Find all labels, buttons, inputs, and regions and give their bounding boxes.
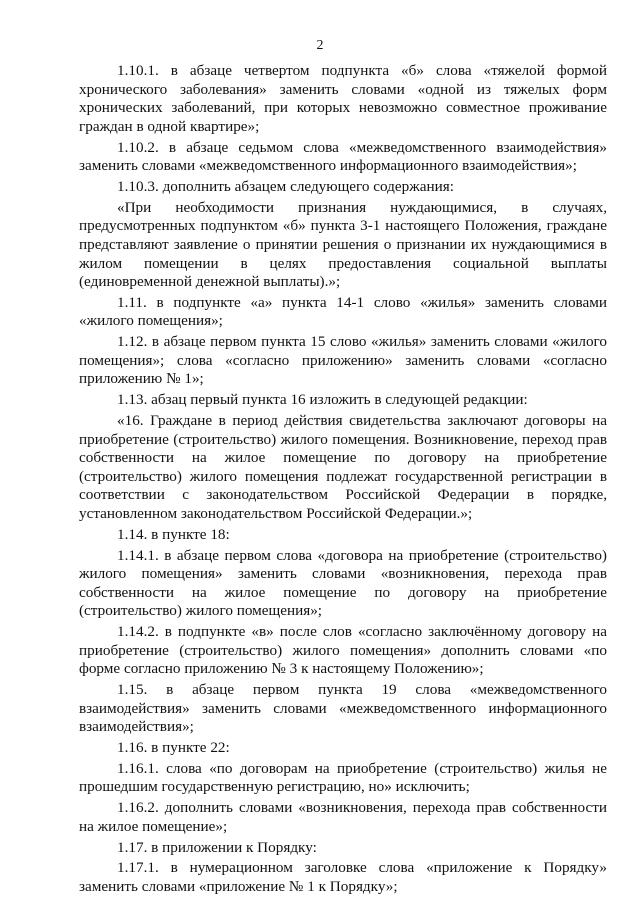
paragraph-1-11: 1.11. в подпункте «а» пункта 14-1 слово «жилья» заменить словами «жилого помещения»;	[79, 293, 607, 330]
paragraph-1-15: 1.15. в абзаце первом пункта 19 слова «межведомственного взаимодействия» заменить словами «межведомственного информационного взаимодействия»;	[79, 681, 607, 736]
paragraph-1-17-1: 1.17.1. в нумерационном заголовке слова «приложение к Порядку» заменить словами «приложение № 1 к Порядку»;	[79, 859, 607, 895]
paragraph-1-14-2: 1.14.2. в подпункте «в» после слов «согласно заключённому договору на приобретение (строительство) жилого помещения» дополнить словами «по форме согласно приложению № 3 к настоящему Положению»;	[79, 623, 607, 678]
paragraph-1-14: 1.14. в пункте 18:	[117, 525, 230, 543]
document-body	[79, 62, 607, 899]
quoted-paragraph-new-abzac: «При необходимости признания нуждающимися, в случаях, предусмотренных подпунктом «б» пункта 3-1 настоящего Положения, граждане представляют заявление о принятии решения о признании их нуждающимися в жилом помещении в целях предоставления социальной выплаты (единовременной денежной выплаты).»;	[79, 198, 607, 291]
paragraph-1-17: 1.17. в приложении к Порядку:	[117, 838, 317, 856]
page-number: 2	[316, 38, 324, 53]
paragraph-1-13: 1.13. абзац первый пункта 16 изложить в следующей редакции:	[117, 391, 528, 409]
quoted-paragraph-16: «16. Граждане в период действия свидетельства заключают договоры на приобретение (строительство) жилого помещения. Возникновение, переход прав собственности на жилое помещение по договору на приобретение (строительство) жилого помещения подлежат государственной регистрации в соответствии с законодательством Российской Федерации в порядке, установленном законодательством Российской Федерации.»;	[79, 412, 607, 522]
paragraph-1-14-1: 1.14.1. в абзаце первом слова «договора на приобретение (строительство) жилого помещения» заменить словами «возникновения, перехода прав собственности на жилое помещение по договору на приобретение (строительство) жилого помещения»;	[79, 546, 607, 620]
paragraph-1-10-1: 1.10.1. в абзаце четвертом подпункта «б» слова «тяжелой формой хронического заболевания» заменить словами «одной из тяжелых форм хронических заболеваний, при которых невозможно совместное проживание граждан в одной квартире»;	[79, 62, 607, 135]
paragraph-1-10-3: 1.10.3. дополнить абзацем следующего содержания:	[117, 177, 454, 195]
paragraph-1-16: 1.16. в пункте 22:	[117, 739, 230, 757]
paragraph-1-16-2: 1.16.2. дополнить словами «возникновения, перехода прав собственности на жилое помещение»;	[79, 799, 607, 835]
paragraph-1-12: 1.12. в абзаце первом пункта 15 слово «жилья» заменить словами «жилого помещения»; слова «согласно приложению» заменить словами «согласно приложению № 1»;	[79, 333, 607, 388]
paragraph-1-16-1: 1.16.1. слова «по договорам на приобретение (строительство) жилья не прошедшим государственную регистрацию, но» исключить;	[79, 759, 607, 796]
paragraph-1-10-2: 1.10.2. в абзаце седьмом слова «межведомственного взаимодействия» заменить словами «межведомственного информационного взаимодействия»;	[79, 138, 607, 175]
